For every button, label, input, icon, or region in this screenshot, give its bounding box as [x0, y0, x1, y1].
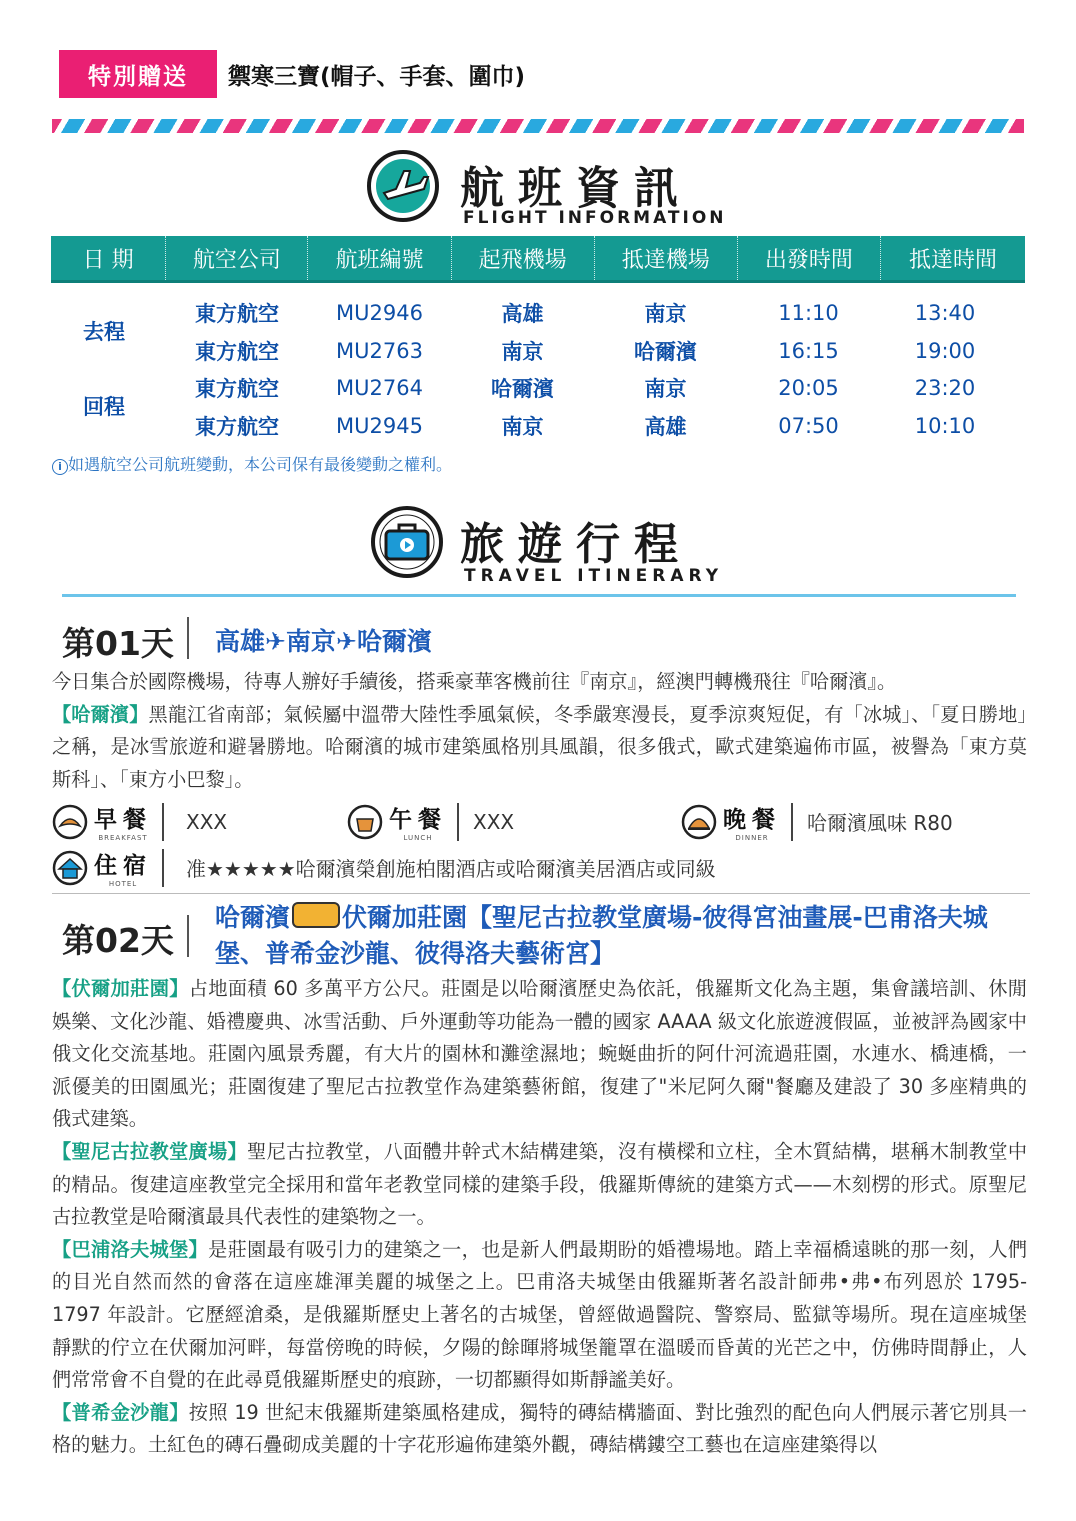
- day1-route: [215, 622, 432, 658]
- lunch-icon: [347, 804, 383, 840]
- itinerary-section-subtitle: TRAVEL ITINERARY: [464, 566, 724, 586]
- spot-text: 聖尼古拉教堂，八面體井幹式木結構建築，沒有橫樑和立柱，全木質結構，堪稱木制教堂中的精品。復建這座教堂完全採用和當年老教堂同樣的建築手段，俄羅斯傳統的建築方式——木刻楞的形式。原聖尼古拉教堂是哈爾濱最具代表性的建築物之一。: [52, 1139, 1028, 1229]
- departure-cell: 南京: [501, 414, 544, 439]
- arrival-cell: 南京: [644, 301, 687, 326]
- flight-row: [51, 332, 1025, 369]
- gift-badge: 特別贈送: [59, 50, 217, 98]
- arr-time-cell: 13:40: [914, 300, 976, 325]
- meal-label: 午餐: [389, 807, 447, 833]
- arrival-cell: 哈爾濱: [634, 339, 697, 364]
- day2-paragraph: [52, 1136, 1027, 1234]
- flight-row: [51, 294, 1025, 331]
- meal-divider: [791, 803, 793, 841]
- gift-text: 禦寒三寶(帽子、手套、圍巾): [228, 64, 526, 90]
- meal-lunch: [347, 801, 514, 842]
- spot-name: 【伏爾加莊園】: [52, 977, 189, 1000]
- itinerary-section-title: 旅遊行程: [460, 519, 692, 570]
- plane-arrow-icon: ✈: [265, 627, 286, 656]
- departure-cell: 高雄: [501, 301, 544, 326]
- route-stop: 哈爾濱: [356, 627, 432, 656]
- header-departure-airport: 起飛機場: [452, 236, 595, 280]
- meal-value: 哈爾濱風味 R80: [807, 811, 953, 835]
- arrival-cell: 高雄: [644, 414, 687, 439]
- arr-time-cell: 19:00: [914, 338, 976, 363]
- plane-arrow-icon: ✈: [335, 627, 357, 656]
- spot-text: 黑龍江省南部；氣候屬中溫帶大陸性季風氣候，冬季嚴寒漫長，夏季涼爽短促，有「冰城」、「夏日勝地」之稱，是冰雪旅遊和避暑勝地。哈爾濱的城市建築風格別具風韻，很多俄式，歐式建築遍佈市區，被譽為「東方莫斯科」、「東方小巴黎」。: [52, 702, 1027, 791]
- meal-divider: [162, 803, 164, 841]
- arr-time-cell: 10:10: [914, 413, 976, 438]
- day2-divider: [187, 915, 189, 957]
- dep-time-cell: 07:50: [778, 413, 839, 438]
- airline-cell: 東方航空: [195, 339, 279, 364]
- header-airline: 航空公司: [166, 236, 308, 280]
- day1-intro: 今日集合於國際機場，待專人辦好手續後，搭乘豪華客機前往『南京』，經澳門轉機飛往『哈爾濱』。: [52, 670, 897, 693]
- meal-value: XXX: [473, 809, 515, 834]
- flight-section-subtitle: FLIGHT INFORMATION: [463, 208, 727, 228]
- day2-paragraph: [52, 1397, 1027, 1462]
- dep-time-cell: 16:15: [778, 338, 839, 363]
- meal-label: 住宿: [94, 853, 152, 879]
- airmail-divider: [52, 119, 1024, 133]
- spot-name: 【普希金沙龍】: [52, 1400, 189, 1424]
- meal-en: HOTEL: [108, 880, 138, 888]
- departure-cell: 哈爾濱: [491, 376, 554, 401]
- flight-row: [51, 407, 1025, 444]
- flight-no-cell: MU2946: [336, 300, 423, 325]
- day2-paragraph: [52, 1234, 1027, 1397]
- suitcase-icon: [370, 505, 444, 583]
- header-arrival-airport: 抵達機場: [595, 236, 738, 280]
- meal-divider: [162, 849, 164, 887]
- dinner-icon: [681, 804, 717, 840]
- itinerary-underline: [62, 594, 1016, 597]
- meal-en: DINNER: [735, 834, 769, 842]
- day-separator: [52, 893, 1030, 894]
- flight-note: [52, 452, 452, 475]
- header-date: 日 期: [51, 236, 166, 280]
- flight-no-cell: MU2764: [336, 375, 423, 400]
- arr-time-cell: 23:20: [914, 375, 976, 400]
- spot-name: 【聖尼古拉教堂廣場】: [52, 1139, 248, 1163]
- route-stop: 哈爾濱: [215, 903, 291, 932]
- info-icon: i: [52, 459, 68, 475]
- meal-divider: [457, 803, 459, 841]
- route-line: 堡、普希金沙龍、彼得洛夫藝術宮】: [215, 939, 616, 968]
- meal-dinner: [681, 801, 953, 842]
- meal-en: LUNCH: [403, 834, 433, 842]
- meal-label: 晚餐: [723, 807, 781, 833]
- airline-cell: 東方航空: [195, 301, 279, 326]
- spot-text: 占地面積 60 多萬平方公尺。莊園是以哈爾濱歷史為依託，俄羅斯文化為主題，集會議培訓、休閒娛樂、文化沙龍、婚禮慶典、冰雪活動、戶外運動等功能為一體的國家 AAAA 級文化旅遊渡假區，並被評為國家中俄文化交流基地。莊園內風景秀麗，有大片的園林和灘塗濕地；蜿蜒曲折的阿什河流過莊園，水連水、橋連橋，一派優美的田園風光；莊園復建了聖尼古拉教堂作為建築藝術館，復建了"米尼阿久爾"餐廳及建設了 30 多座精典的俄式建築。: [52, 977, 1027, 1131]
- day1-divider: [187, 617, 189, 659]
- spot-text: 按照 19 世紀末俄羅斯建築風格建成，獨特的磚結構牆面、對比強烈的配色向人們展示著它別具一格的魅力。土紅色的磚石疊砌成美麗的十字花形遍佈建築外觀，磚結構鏤空工藝也在這座建築得以: [52, 1400, 1027, 1457]
- dep-time-cell: 20:05: [778, 375, 839, 400]
- flight-table-header: [51, 236, 1025, 283]
- day2-route: [215, 900, 1025, 972]
- breakfast-icon: [52, 804, 88, 840]
- route-stop: 南京: [285, 627, 336, 656]
- day1-label: 第01天: [62, 624, 174, 663]
- flight-no-cell: MU2945: [336, 413, 423, 438]
- flight-section-title: 航班資訊: [460, 163, 692, 214]
- meal-breakfast: [52, 801, 227, 842]
- meal-value: XXX: [186, 809, 228, 834]
- header-arrival-time: 抵達時間: [908, 247, 997, 273]
- spot-text: 是莊園最有吸引力的建築之一，也是新人們最期盼的婚禮場地。踏上幸福橋遠眺的那一刻，人們的目光自然而然的會落在這座雄渾美麗的城堡之上。巴甫洛夫城堡由俄羅斯著名設計師弗•弗•布列恩於 1795-1797 年設計。它歷經滄桑，是俄羅斯歷史上著名的古城堡，曾經做過醫院、警察局、監獄等場所。現在這座城堡靜默的佇立在伏爾加河畔，每當傍晚的時候，夕陽的餘暉將城堡籠罩在溫暖而昏黃的光芒之中，仿佛時間靜止，人們常常會不自覺的在此尋覓俄羅斯歷史的痕跡，一切都顯得如斯靜謐美好。: [52, 1237, 1028, 1392]
- day1-description: [52, 666, 1027, 796]
- airline-cell: 東方航空: [195, 414, 279, 439]
- route-line: 伏爾加莊園【聖尼古拉教堂廣場-彼得宮油畫展-巴甫洛夫城: [342, 903, 988, 932]
- day1-spot-paragraph: [52, 699, 1027, 797]
- day2-label: 第02天: [62, 921, 174, 960]
- return-label: 回程: [83, 395, 125, 419]
- arrival-cell: 南京: [644, 376, 687, 401]
- flight-no-cell: MU2763: [336, 338, 423, 363]
- departure-cell: 南京: [501, 339, 544, 364]
- header-departure-time: 出發時間: [738, 236, 881, 280]
- bus-icon: [292, 902, 340, 928]
- day2-paragraph: [52, 973, 1027, 1136]
- airplane-icon: [366, 149, 440, 227]
- flight-note-text: 如遇航空公司航班變動，本公司保有最後變動之權利。: [68, 455, 453, 474]
- hotel-icon: [52, 850, 88, 886]
- outbound-label: 去程: [83, 320, 125, 344]
- meal-en: BREAKFAST: [98, 834, 148, 842]
- meal-label: 早餐: [94, 807, 152, 833]
- hotel-value: 准★★★★★哈爾濱榮創施柏閣酒店或哈爾濱美居酒店或同級: [186, 857, 716, 881]
- spot-name: 【哈爾濱】: [52, 702, 149, 726]
- dep-time-cell: 11:10: [778, 300, 839, 325]
- day2-description: [52, 973, 1027, 1462]
- header-flight-no: 航班編號: [308, 236, 451, 280]
- route-stop: 高雄: [215, 627, 266, 656]
- airline-cell: 東方航空: [195, 376, 279, 401]
- hotel-row: [52, 847, 716, 888]
- flight-row: [51, 369, 1025, 406]
- spot-name: 【巴浦洛夫城堡】: [52, 1237, 209, 1261]
